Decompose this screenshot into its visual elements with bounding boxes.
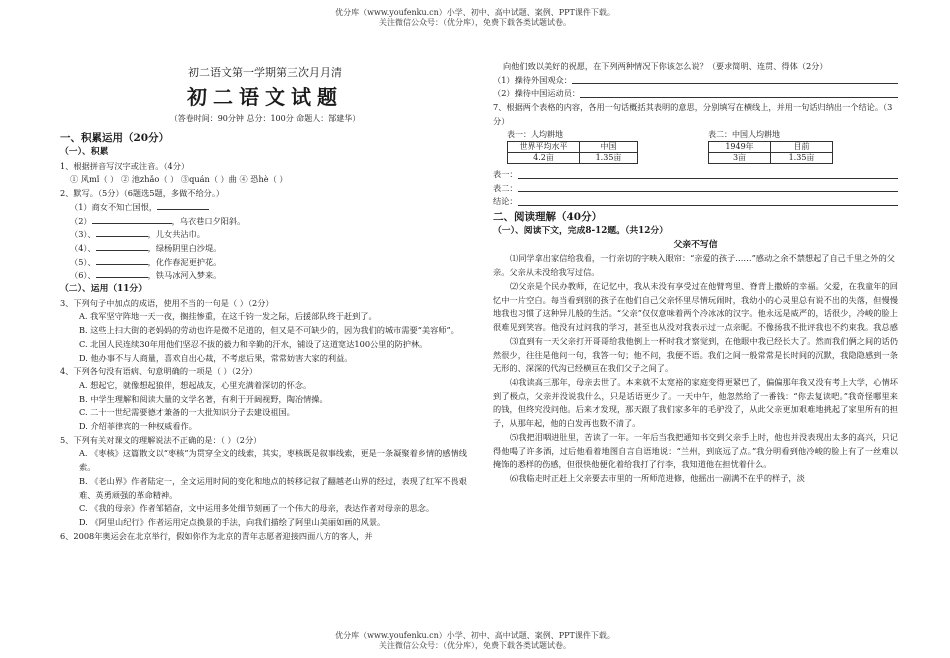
answer-blank[interactable] — [96, 256, 148, 265]
exam-meta: （答卷时间：90分钟 总分：100分 命题人：郜建华） — [169, 114, 361, 123]
answer-line[interactable] — [518, 205, 898, 206]
table-cell: 世界平均水平 — [508, 142, 580, 153]
table-1 — [507, 129, 638, 164]
question-4: 4、下列各句没有语病、句意明确的一项是（ ）（2分） — [60, 366, 258, 377]
table-2 — [708, 129, 833, 164]
table-cell: 1.35亩 — [771, 153, 833, 164]
tables-row — [507, 129, 898, 164]
paragraph-6: ⑹我临走时正赶上父亲要去市里的一所师范进修，他摇出一副满不在乎的样子，淡 — [510, 472, 805, 483]
question-3-option-d: D. 他办事不与人商量，喜欢自出心裁，不考虑后果，常常妨害大家的利益。 — [79, 352, 353, 363]
question-2: 2、默写。（5分）（6题选5题，多做不给分。） — [60, 188, 225, 199]
paragraph-3: ⑶直到有一天父亲打开哥哥给我他倒上一杯时我才察觉到，在他眼中我已经长大了。然而我们俩之间的话仍然很少，往往是他问一句，我答一句；他不问，我便不语。我们之间一般常常是长时间的沉默，我隐隐感到一条无形的、深深的代沟已经横亘在我们父子之间了。 — [493, 335, 898, 374]
question-1-items: ① 风mǐ（ ） ② 池zhǎo（ ） ③quán（ ）曲 ④ 恐hè（ ） — [70, 174, 288, 185]
question-1: 1、根据拼音写汉字或注音。（4分） — [60, 160, 190, 171]
question-6-continued: 向他们致以美好的祝愿，在下列两种情况下你该怎么说？（要求简明、连贯、得体（2分） — [503, 61, 828, 71]
question-5-option-c: C. 《我的母亲》作者邹韬奋，文中运用多处细节刻画了一个伟大的母亲，表达作者对母亲的思念。 — [79, 503, 435, 514]
question-6-answer-2: （2）操待中国运动员： — [493, 87, 898, 101]
question-5-option-a: A. 《枣核》这篇散文以“枣核”为贯穿全文的线索，其实，枣核既是叙事线索，更是一条凝聚着乡情的感情线索。 — [79, 448, 467, 473]
page-footer — [0, 631, 950, 651]
question-2-line-1: （1）商女不知亡国恨， — [60, 201, 470, 215]
question-7: 7、根据两个表格的内容，各用一句话概括其表明的意思，分别填写在横线上，并用一句话归纳出一个结论。（3分） — [493, 101, 893, 126]
question-2-line-5: （5）、 ，化作春泥更护花。 — [70, 256, 222, 267]
table-cell: 1949年 — [709, 142, 771, 153]
question-5-option-b: B. 《老山界》作者陆定一，全文运用时间的变化和地点的转移记叙了翻越老山界的经过，表现了红军不畏艰难、英勇顽强的革命精神。 — [79, 475, 467, 500]
header-line-1: 优分库（www.youfenku.cn）小学、初中、高中试题、案例、PPT课件下载。 — [335, 8, 615, 17]
answer-blank[interactable] — [96, 228, 148, 237]
question-6: 6、2008年奥运会在北京举行，假如你作为北京的青年志愿者迎接四面八方的客人，并 — [60, 530, 373, 541]
answer-blank[interactable] — [92, 215, 172, 224]
table-2-grid — [708, 141, 833, 164]
section-2-heading: 二、阅读理解（40分） — [493, 211, 603, 224]
question-4-option-a: A. 想起它，就像想起狼伴，想起战友，心里充满着深切的怀念。 — [79, 379, 312, 390]
paragraph-4: ⑷我读高三那年，母亲去世了。本来就不太宽裕的家庭变得更紧巴了，偏偏那年我又没有考上大学，心情坏到了极点，父亲并没说我什么，只是话语更少了。一天中午，他忽然给了一番钱：“你去复读吧。”我奇怪哪里来的钱，但终究没问他。后来才发现，那天跟了我们家多年的毛驴没了，从此父亲更加艰难地挑起了家里所有的担子，从那年起，他的白发再也数不清了。 — [493, 376, 898, 428]
table-2-caption: 表二：中国人均耕地 — [708, 130, 780, 140]
paragraph-2: ⑵父亲是个民办教师，在记忆中，我从未没有享受过在他臂弯里、脊背上撒娇的幸福。父爱，在我童年的回忆中一片空白。每当看到别的孩子在他们自己父亲怀里尽情玩闹时，我幼小的心灵里总有说不出的失落，但慢慢地我也习惯了这种异儿般的生活。“父亲”仅仅意味着两个冷冰冰的汉字。他永远是威严的，话很少，冷峻的脸上很难见到笑容。他没有过问我的学习，甚至也从没对我表示过一点亲昵。不像扬我不批评我也不约束我。我总感 — [493, 280, 898, 332]
answer-blank[interactable] — [96, 242, 148, 251]
paragraph-5: ⑸我把泪咽进肚里，苦读了一年。一年后当我把通知书交到父亲手上时，他也并没表现出太多的高兴，只记得他喝了许多酒，过后他看着地图自言自语地说：“兰州，到底远了点。”我分明看到他冷峻的脸上有了一丝难以掩饰的悉样的伤感，但很快他便化着给我打了行李，我知道他在担忧着什么。 — [493, 431, 898, 470]
question-2-line-2: （2） ，乌衣巷口夕阳斜。 — [70, 215, 246, 226]
answer-line[interactable] — [580, 97, 898, 98]
question-4-option-c: C. 二十一世纪需要德才兼备的一大批知识分子去建设祖国。 — [79, 407, 295, 418]
question-2-line-4: （4）、 ，绿杨阴里白沙堤。 — [70, 242, 222, 253]
answer-table-1: 表一： — [493, 168, 898, 182]
page-header — [0, 8, 950, 28]
footer-line-1: 优分库（www.youfenku.cn）小学、初中、高中试题、案例、PPT课件下载。 — [335, 631, 615, 640]
right-column — [493, 60, 898, 486]
header-line-2: 关注微信公众号：（优分库），免费下载各类试题试卷。 — [379, 18, 571, 27]
table-1-caption: 表一：人均耕地 — [507, 130, 563, 140]
question-2-line-6: （6）、 ，铁马冰河入梦来。 — [70, 270, 222, 281]
footer-line-2: 关注微信公众号：（优分库），免费下载各类试题试卷。 — [379, 641, 571, 650]
question-3-option-b: B. 这些上扫大街的老妈妈的劳动也许是微不足道的，但又是不可缺少的，因为我们的城市需要“美容师”。 — [79, 325, 459, 336]
passage-title: 父亲不写信 — [673, 239, 718, 250]
table-cell: 4.2亩 — [508, 153, 580, 164]
question-5: 5、下列有关对课文的理解说法不正确的是：（ ）（2分） — [60, 434, 262, 445]
answer-line[interactable] — [518, 178, 898, 179]
question-6-answer-1: （1）操待外国观众： — [493, 74, 898, 88]
section-1-heading: 一、积累运用（20分） — [60, 132, 170, 144]
answer-blank[interactable] — [96, 269, 148, 278]
question-3: 3、下列句子中加点的成语，使用不当的一句是（ ）（2分） — [60, 297, 274, 308]
table-cell: 1.35亩 — [580, 153, 638, 164]
question-4-option-b: B. 中学生理解和阅读大量的文学名著，有利于开阔视野，陶冶情操。 — [79, 393, 328, 404]
question-5-option-d: D. 《阿里山纪行》作者运用定点换景的手法，向我们描绘了阿里山美丽如画的风景。 — [79, 516, 386, 527]
answer-table-2: 表二： — [493, 182, 898, 196]
subsection-accumulation: （一）、积累 — [60, 147, 109, 157]
answer-line[interactable] — [572, 83, 898, 84]
table-cell: 中国 — [580, 142, 638, 153]
exam-title: 初二语文试题 — [187, 85, 343, 109]
question-3-option-a: A. 我军坚守阵地一天一夜，搁挂惨重，在这千钧一发之际，后援部队终于赶到了。 — [79, 311, 377, 322]
question-4-option-d: D. 介绍菲律宾的一种权威看作。 — [79, 421, 197, 432]
answer-conclusion: 结论： — [493, 195, 898, 209]
question-3-option-c: C. 北国人民连续30年用他们坚忍不拔的毅力和辛勤的汗水，铺设了这道宽达100公里的防护林。 — [79, 338, 428, 349]
exam-subtitle: 初二语文第一学期第三次月月清 — [188, 66, 342, 79]
answer-line[interactable] — [518, 191, 898, 192]
paragraph-1: ⑴同学拿出家信给我看，一行亲切的字映入眼帘：“亲爱的孩子……”感动之余不禁想起了自己千里之外的父亲。父亲从未没给我写过信。 — [493, 253, 895, 278]
subsection-reading-1: （一）、阅读下文，完成8-12题。（共12分） — [493, 226, 669, 237]
table-1-grid — [507, 141, 638, 164]
subsection-application: （二）、运用（11分） — [60, 284, 148, 295]
left-column — [60, 60, 470, 543]
table-cell: 3亩 — [709, 153, 771, 164]
question-2-line-3: （3）、 ，儿女共沾巾。 — [70, 229, 205, 240]
answer-blank[interactable] — [157, 201, 209, 210]
table-cell: 目前 — [771, 142, 833, 153]
